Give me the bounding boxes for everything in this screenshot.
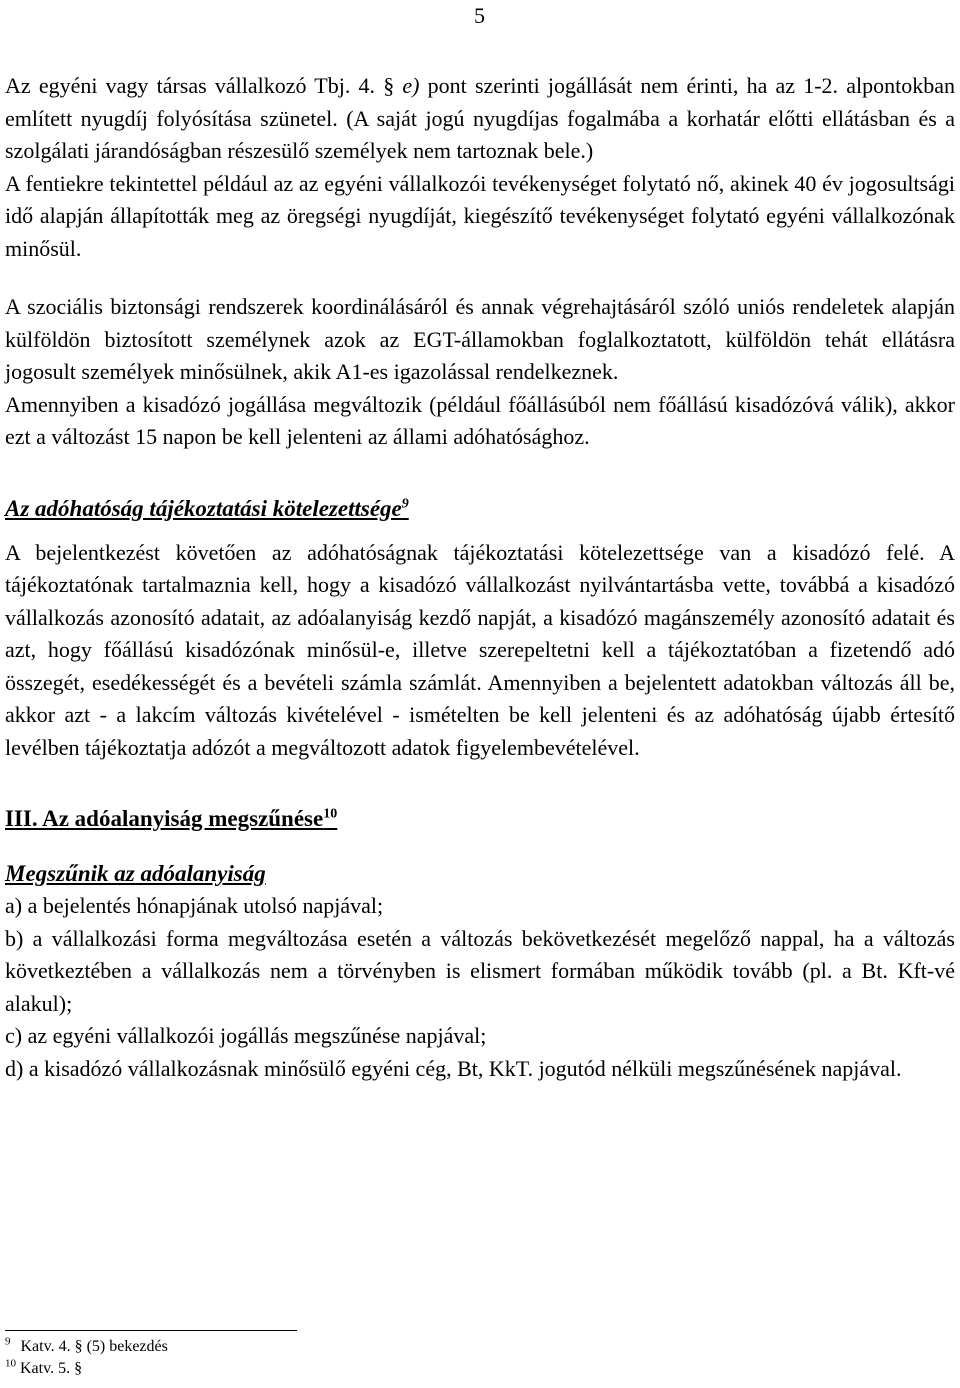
list-item: c) az egyéni vállalkozói jogállás megszűnése napjával; [5,1023,487,1048]
section-sign: § [383,73,395,98]
footnote-ref: 9 [401,495,409,511]
footnote-number: 9 [5,1335,11,1348]
paragraph-information-duty: A bejelentkezést követően az adóhatóságnak tájékoztatási kötelezettsége van a kisadózó felé. A tájékoztatónak tartalmaznia kell, hogy a kisadózó vállalkozást nyilvántartásba vette, továbbá a kisadózó vállalkozás azonosító adatait, az adóalanyiság kezdő napját, a kisadózó magánszemély azonosító adatait és azt, hogy főállású kisadózónak minősül-e, illetve szerepeltetni kell a tájékoztatóban a fizetendő adó összegét, esedékességét és a bevételi számla számlát. Amennyiben a bejelentett adatokban változás áll be, akkor azt - a lakcím változás kivételével - ismételten be kell jelenteni és az adóhatóság újabb értesítő levélben tájékoztatja adózót a megváltozott adatok figyelembevételével. [5,539,955,760]
paragraph-text: Az egyéni vagy társas vállalkozó Tbj. 4. [5,73,384,98]
italic-point: e) [394,73,420,98]
paragraph-eu-coordination: A szociális biztonsági rendszerek koordinálásáról és annak végrehajtásáról szóló uniós rendeletek alapján külföldön biztosított személynek azok az EGT-államokban foglalkoztatott, külföldön tehát ellátásra jogosult személyek minősülnek, akik A1-es igazolással rendelkeznek. [5,294,955,384]
footnotes [5,1336,168,1380]
footnote [5,1358,168,1380]
list-item: a) a bejelentés hónapjának utolsó napjával; [5,893,384,918]
section-heading-information-duty [5,492,955,525]
footnote [5,1336,168,1358]
footnote-ref: 10 [323,806,338,822]
footnote-divider [5,1330,297,1331]
heading-text: III. Az adóalanyiság megszűnése [5,806,324,831]
footnote-text: Katv. 5. § [20,1360,83,1377]
footnote-number: 10 [5,1357,16,1370]
document-body [5,70,955,1085]
paragraph-status-change: Amennyiben a kisadózó jogállása megváltozik (például főállásúból nem főállású kisadózóvá válik), akkor ezt a változást 15 napon be kell jelenteni az állami adóhatósághoz. [5,391,955,449]
heading-text: Az adóhatóság tájékoztatási kötelezettsége [5,495,402,521]
paragraph-text: pont szerinti jogállását nem érinti, ha az 1-2. alpontokban említett nyugdíj folyósítása szünetel. (A saját jogú nyugdíjas fogalmába a korhatár előtti ellátásban és a szolgálati járandóságban részesülő személyek nem tartoznak bele.) [5,73,955,163]
footnote-text: Katv. 4. § (5) bekezdés [20,1338,168,1355]
page-number: 5 [474,3,485,28]
list-item: d) a kisadózó vállalkozásnak minősülő egyéni cég, Bt, KkT. jogutód nélküli megszűnésének napjával. [5,1055,902,1081]
list-item: b) a vállalkozási forma megváltozása esetén a változás bekövetkezését megelőző nappal, ha a változás következtében a vállalkozás nem a törvényben is elismert formában működik tovább (pl. a Bt. Kft-vé alakul); [5,925,955,1016]
paragraph-example: A fentiekre tekintettel például az az egyéni vállalkozói tevékenységet folytató nő, akinek 40 év jogosultsági idő alapján állapították meg az öregségi nyugdíját, kiegészítő tevékenységet folytató egyéni vállalkozónak minősül. [5,170,955,261]
subheading-termination-cases: Megszűnik az adóalanyiság [5,861,266,886]
paragraph-tbj [5,70,955,168]
section-heading-termination [5,802,955,835]
